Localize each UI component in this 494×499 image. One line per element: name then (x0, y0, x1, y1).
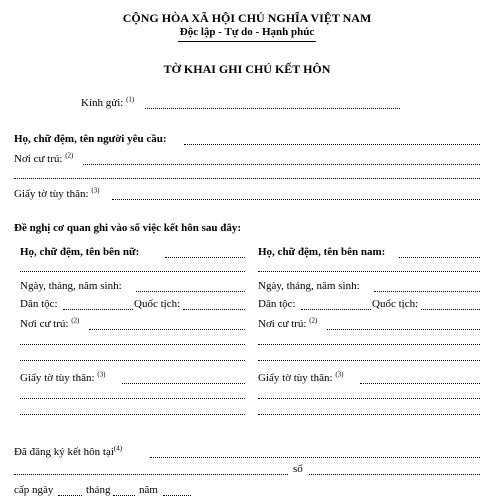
greeting-field[interactable] (145, 108, 400, 109)
female-name-field-2[interactable] (20, 271, 245, 272)
form-title: TỜ KHAI GHI CHÚ KẾT HÔN (163, 62, 331, 76)
request-statement: Đề nghị cơ quan ghi vào sổ việc kết hôn sau đây: (14, 222, 242, 234)
requester-name-field[interactable] (184, 144, 480, 145)
requester-residence-label: Nơi cư trú: $^{(2)}$ (14, 151, 74, 165)
female-dob-label: Ngày, tháng, năm sinh: (20, 280, 122, 292)
female-nationality-label: Quốc tịch: (134, 298, 181, 310)
motto: Độc lập - Tự do - Hạnh phúc (179, 26, 315, 38)
male-name-field-2[interactable] (258, 271, 480, 272)
female-ethnicity-field[interactable] (63, 309, 133, 310)
male-residence-field-2[interactable] (258, 344, 480, 345)
male-residence-field-3[interactable] (258, 360, 480, 361)
male-residence-label: Nơi cư trú: $^{(2)}$ (258, 316, 318, 330)
motto-underline (178, 41, 316, 42)
male-dob-field[interactable] (374, 291, 480, 292)
female-dob-field[interactable] (136, 291, 245, 292)
issued-year-field[interactable] (163, 495, 191, 496)
female-id-label: Giấy tờ tùy thân: $^{(3)}$ (20, 370, 106, 384)
requester-residence-field-2[interactable] (14, 178, 480, 179)
male-id-field[interactable] (360, 383, 480, 384)
requester-id-field[interactable] (112, 199, 480, 200)
issued-year-label: năm (139, 484, 158, 496)
country-title: CỘNG HÒA XÃ HỘI CHỦ NGHĨA VIỆT NAM (122, 11, 372, 25)
female-ethnicity-label: Dân tộc: (20, 298, 58, 310)
female-name-label: Họ, chữ đệm, tên bên nữ: (20, 246, 140, 258)
female-name-field[interactable] (165, 257, 245, 258)
female-residence-label: Nơi cư trú: $^{(2)}$ (20, 316, 80, 330)
registration-number-label: số (293, 463, 303, 475)
registration-number-field[interactable] (309, 474, 480, 475)
issued-month-label: tháng (86, 484, 111, 496)
registration-place-label: Đã đăng ký kết hôn tại$^{(4)}$ (14, 444, 123, 458)
male-ethnicity-label: Dân tộc: (258, 298, 296, 310)
requester-residence-field[interactable] (83, 164, 480, 165)
greeting-label: Kính gửi: $^{(1)}$ (81, 95, 135, 109)
female-residence-field[interactable] (89, 329, 245, 330)
issued-day-field[interactable] (58, 495, 82, 496)
female-id-field-3[interactable] (20, 414, 245, 415)
female-residence-field-2[interactable] (20, 344, 245, 345)
female-id-field-2[interactable] (20, 398, 245, 399)
male-id-field-2[interactable] (258, 398, 480, 399)
requester-id-label: Giấy tờ tùy thân: $^{(3)}$ (14, 186, 100, 200)
male-nationality-label: Quốc tịch: (372, 298, 419, 310)
male-name-field[interactable] (399, 257, 480, 258)
female-id-field[interactable] (122, 383, 245, 384)
male-nationality-field[interactable] (421, 309, 480, 310)
male-dob-label: Ngày, tháng, năm sinh: (258, 280, 360, 292)
issued-month-field[interactable] (113, 495, 135, 496)
female-nationality-field[interactable] (183, 309, 245, 310)
male-residence-field[interactable] (327, 329, 480, 330)
issued-day-label: cấp ngày (14, 484, 54, 496)
requester-name-label: Họ, chữ đệm, tên người yêu cầu: (14, 133, 167, 145)
registration-place-field-2[interactable] (14, 474, 288, 475)
male-id-label: Giấy tờ tùy thân: $^{(3)}$ (258, 370, 344, 384)
male-ethnicity-field[interactable] (301, 309, 371, 310)
male-name-label: Họ, chữ đệm, tên bên nam: (258, 246, 386, 258)
registration-place-field[interactable] (150, 457, 480, 458)
male-id-field-3[interactable] (258, 414, 480, 415)
female-residence-field-3[interactable] (20, 360, 245, 361)
